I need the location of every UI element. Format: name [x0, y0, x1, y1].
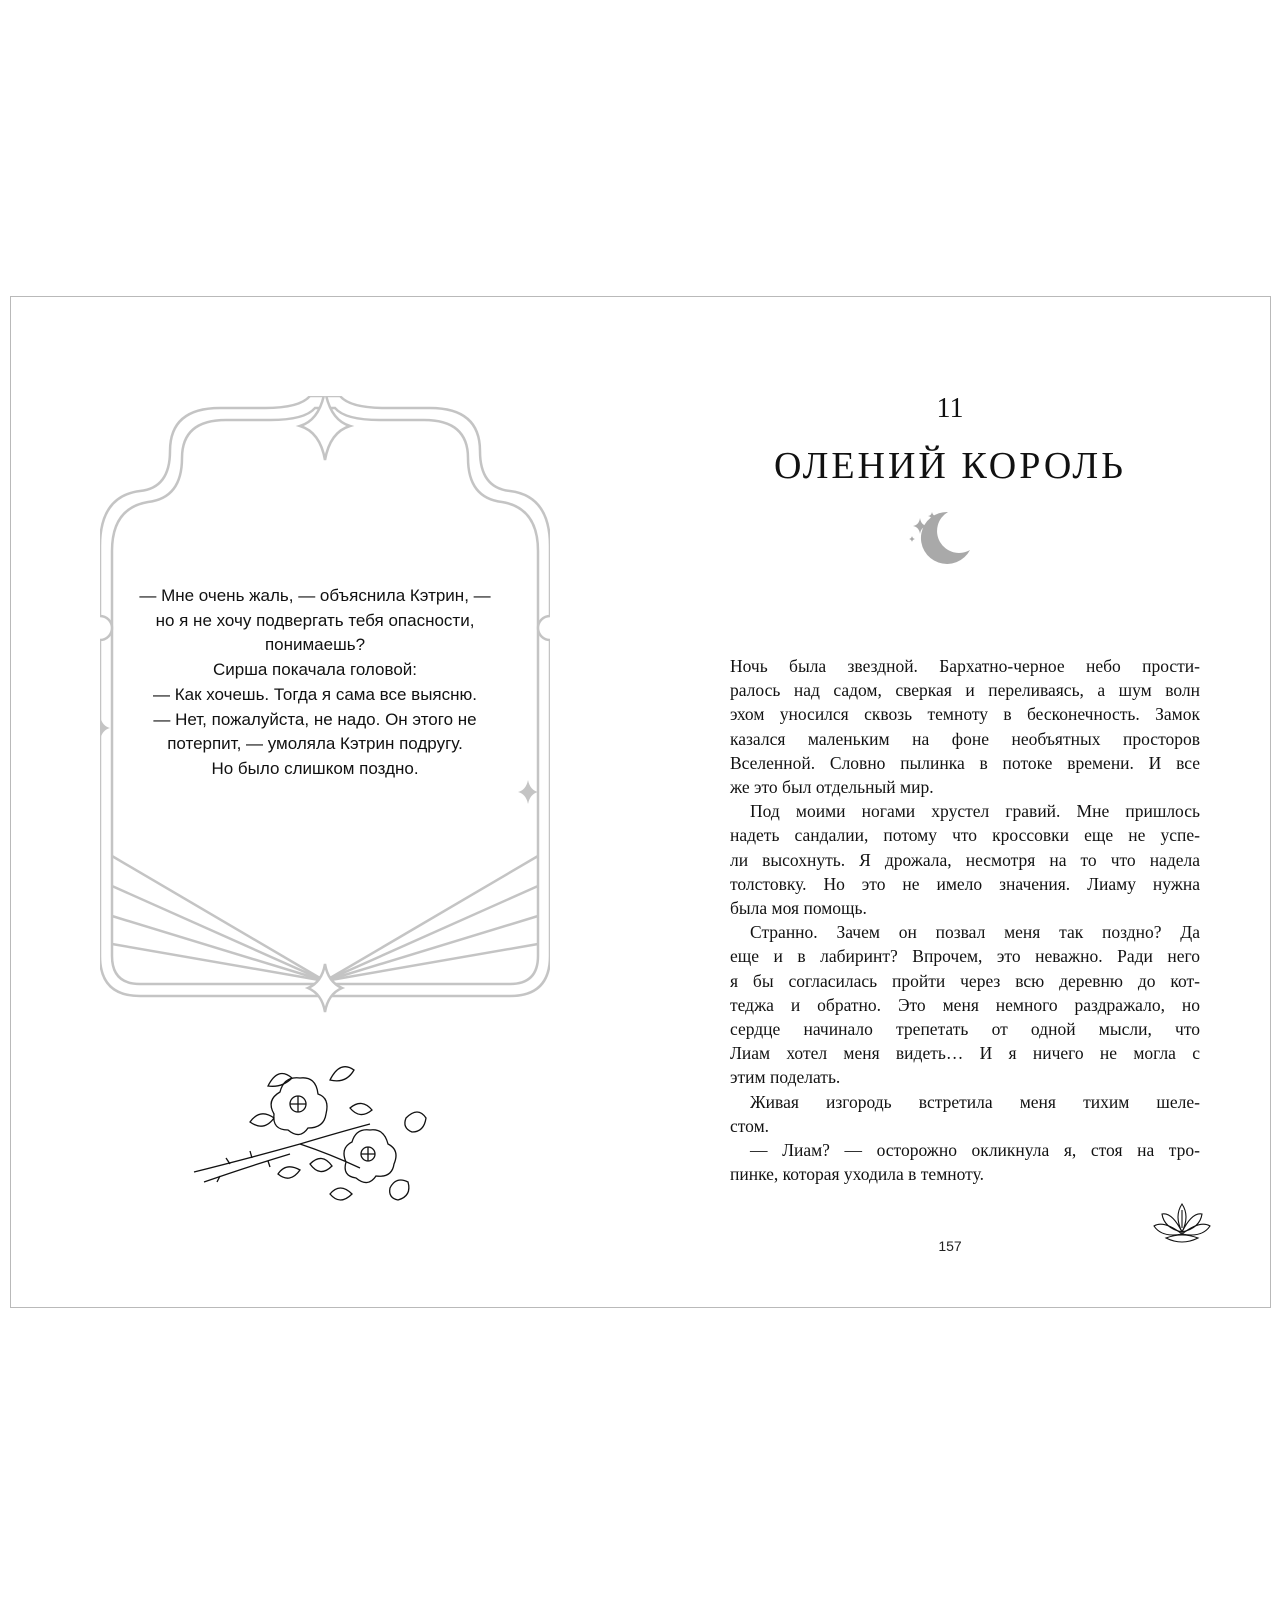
- body-line: ралось над садом, сверкая и переливаясь, а шум волн: [730, 680, 1200, 701]
- body-line: была моя помощь.: [730, 898, 867, 919]
- body-line: Вселенной. Словно пылинка в потоке времени. И все: [730, 752, 1200, 773]
- body-line: толстовку. Но это не имело значения. Лиаму нужна: [730, 873, 1200, 894]
- body-line: казался маленьким на фоне необъятных просторов: [730, 728, 1200, 749]
- body-line: Лиам хотел меня видеть… И я ничего не могла с: [730, 1043, 1200, 1064]
- body-line: пинке, которая уходила в темноту.: [730, 1164, 984, 1185]
- epigraph-line: но я не хочу подвергать тебя опасности,: [155, 610, 475, 630]
- epigraph-line: — Как хочешь. Тогда я сама все выясню.: [152, 684, 477, 704]
- body-line: Странно. Зачем он позвал меня так поздно? Да: [750, 922, 1200, 943]
- body-line: же это был отдельный мир.: [730, 777, 934, 798]
- body-line: стом.: [730, 1115, 770, 1136]
- body-line: я бы согласилась пройти через всю деревню до кот-: [730, 970, 1200, 991]
- page-number: 157: [938, 1238, 962, 1254]
- wild-rose-illustration: [190, 1058, 450, 1218]
- chapter-title: ОЛЕНИЙ КОРОЛЬ: [774, 445, 1126, 487]
- epigraph-line: — Нет, пожалуйста, не надо. Он этого не: [153, 709, 477, 729]
- body-line: Живая изгородь встретила меня тихим шеле-: [750, 1091, 1200, 1112]
- crescent-moon-stars-icon: [908, 510, 972, 564]
- lotus-icon: [1152, 1202, 1212, 1246]
- epigraph-line: — Мне очень жаль, — объяснила Кэтрин, —: [139, 586, 491, 605]
- body-line: эхом уносился сквозь темноту в бесконечность. Замок: [730, 704, 1200, 725]
- chapter-body-text: [730, 654, 1200, 1186]
- chapter-number: 11: [936, 393, 964, 424]
- epigraph-line: Сирша покачала головой:: [213, 660, 417, 680]
- body-line: Под моими ногами хрустел гравий. Мне пришлось: [750, 801, 1200, 822]
- body-line: этим поделать.: [730, 1067, 841, 1088]
- body-line: надеть сандалии, потому что кроссовки еще не успе-: [730, 825, 1200, 846]
- epigraph-line: Но было слишком поздно.: [211, 758, 419, 778]
- body-line: сердце начинало трепетать от одной мысли, что: [730, 1019, 1200, 1040]
- chapter-epigraph: [130, 584, 500, 782]
- body-line: Ночь была звездной. Бархатно-черное небо прости-: [730, 656, 1200, 676]
- epigraph-line: понимаешь?: [264, 635, 366, 655]
- body-line: — Лиам? — осторожно окликнула я, стоя на тро-: [750, 1140, 1200, 1161]
- body-line: ли высохнуть. Я дрожала, несмотря на то что надела: [730, 849, 1200, 870]
- epigraph-line: потерпит, — умоляла Кэтрин подругу.: [167, 734, 463, 754]
- body-line: еще и в лабиринт? Впрочем, это неважно. Ради него: [730, 946, 1200, 967]
- body-line: теджа и обратно. Это меня немного раздражало, но: [730, 994, 1200, 1015]
